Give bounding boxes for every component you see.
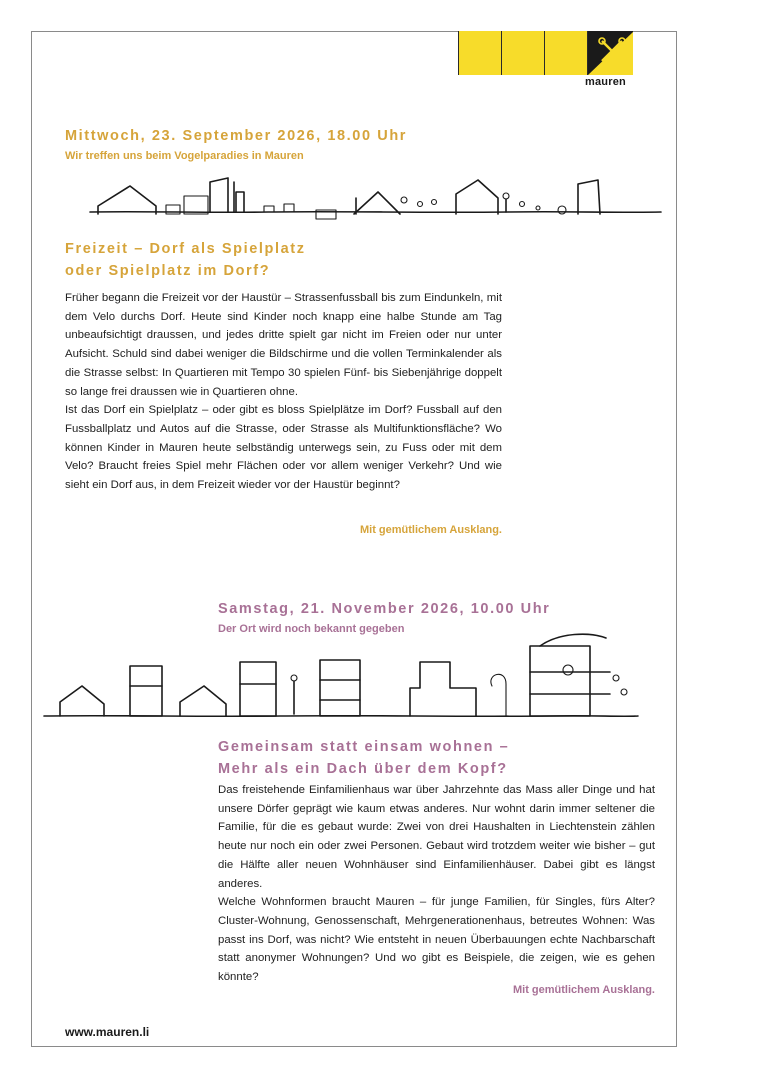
website-link[interactable]: www.mauren.li bbox=[65, 1025, 150, 1039]
event1-paragraph: Früher begann die Freizeit vor der Haustür – Strassenfussball bis zum Eindunkeln, mit dem Velo durchs Dorf. Heute sind Kinder noch knapp eine halbe Stunde am Tag unbeaufsichtigt draussen, und jedes dritte spielt gar nicht im Freien oder nur unter Aufsicht. Schuld sind dabei weniger die Bildschirme und die vollen Terminkalender als die Strasse selbst: In Quartieren mit Tempo 30 spielen Fünf- bis Siebenjährige doppelt so lange frei draussen wie in Quartieren ohne. bbox=[65, 292, 502, 398]
event1-date: Mittwoch, 23. September 2026, 18.00 Uhr bbox=[65, 128, 408, 144]
event2-closing-note: Mit gemütlichem Ausklang. bbox=[512, 984, 655, 996]
event2-location: Der Ort wird noch bekannt gegeben bbox=[218, 623, 405, 635]
event2-heading-line2: Mehr als ein Dach über dem Kopf? bbox=[218, 761, 508, 777]
brand-header-strip bbox=[458, 31, 677, 75]
event1-description bbox=[65, 289, 502, 495]
logo-wordmark: mauren bbox=[585, 76, 626, 88]
event1-heading-line2: oder Spielplatz im Dorf? bbox=[65, 263, 271, 279]
event2-description bbox=[218, 781, 655, 987]
event2-heading-line1: Gemeinsam statt einsam wohnen – bbox=[218, 739, 510, 755]
event2-date: Samstag, 21. November 2026, 10.00 Uhr bbox=[218, 601, 551, 617]
brand-stripe bbox=[544, 31, 587, 75]
event2-paragraph: Das freistehende Einfamilienhaus war über Jahrzehnte das Mass aller Dinge und hat unsere Dörfer geprägt wie kaum etwas anderes. Nur wohnt darin immer seltener die Familie, für die es gebaut wurde: Zwei von drei Haushalten in Liechtenstein zählen heute nur noch ein oder zwei Personen. Gebaut wird trotzdem weiter wie bisher – gut die Hälfte aller neuen Wohnhäuser sind Einfamilienhäuser. Dabei gibt es längst anderes. bbox=[218, 784, 655, 890]
event2-heading bbox=[218, 736, 509, 780]
coat-of-arms-icon bbox=[587, 31, 633, 75]
event1-paragraph: Ist das Dorf ein Spielplatz – oder gibt es bloss Spielplätze im Dorf? Fussball auf den Fussballplatz und Autos auf die Strasse, oder Strasse als Multifunktionsfläche? Wo können Kinder in Mauren heute selbständig unterwegs sein, zu Fuss oder mit dem Velo? Braucht freies Spiel mehr Flächen oder vor allem weniger Verkehr? Und wie sieht ein Dorf aus, in dem Freizeit wieder vor der Haustür beginnt? bbox=[65, 404, 502, 492]
event1-heading-line1: Freizeit – Dorf als Spielplatz bbox=[65, 241, 306, 257]
brand-stripe bbox=[501, 31, 544, 75]
village-sketch-illustration-1 bbox=[88, 172, 663, 232]
event2-paragraph: Welche Wohnformen braucht Mauren – für junge Familien, für Singles, fürs Alter? Cluster-Wohnung, Genossenschaft, Mehrgenerationenhaus, betreutes Wohnen: Was passt ins Dorf, was nicht? Wie entsteht in neuen Überbauungen echte Nachbarschaft statt anonymer Wohnungen? Und wo gibt es Beispiele, die zeigen, wie es gehen könnte? bbox=[218, 896, 655, 984]
brand-stripe bbox=[458, 31, 501, 75]
event1-heading bbox=[65, 238, 306, 282]
village-sketch-illustration-2 bbox=[40, 628, 640, 720]
event1-closing-note: Mit gemütlichem Ausklang. bbox=[359, 524, 502, 536]
event1-location: Wir treffen uns beim Vogelparadies in Mauren bbox=[65, 150, 304, 162]
